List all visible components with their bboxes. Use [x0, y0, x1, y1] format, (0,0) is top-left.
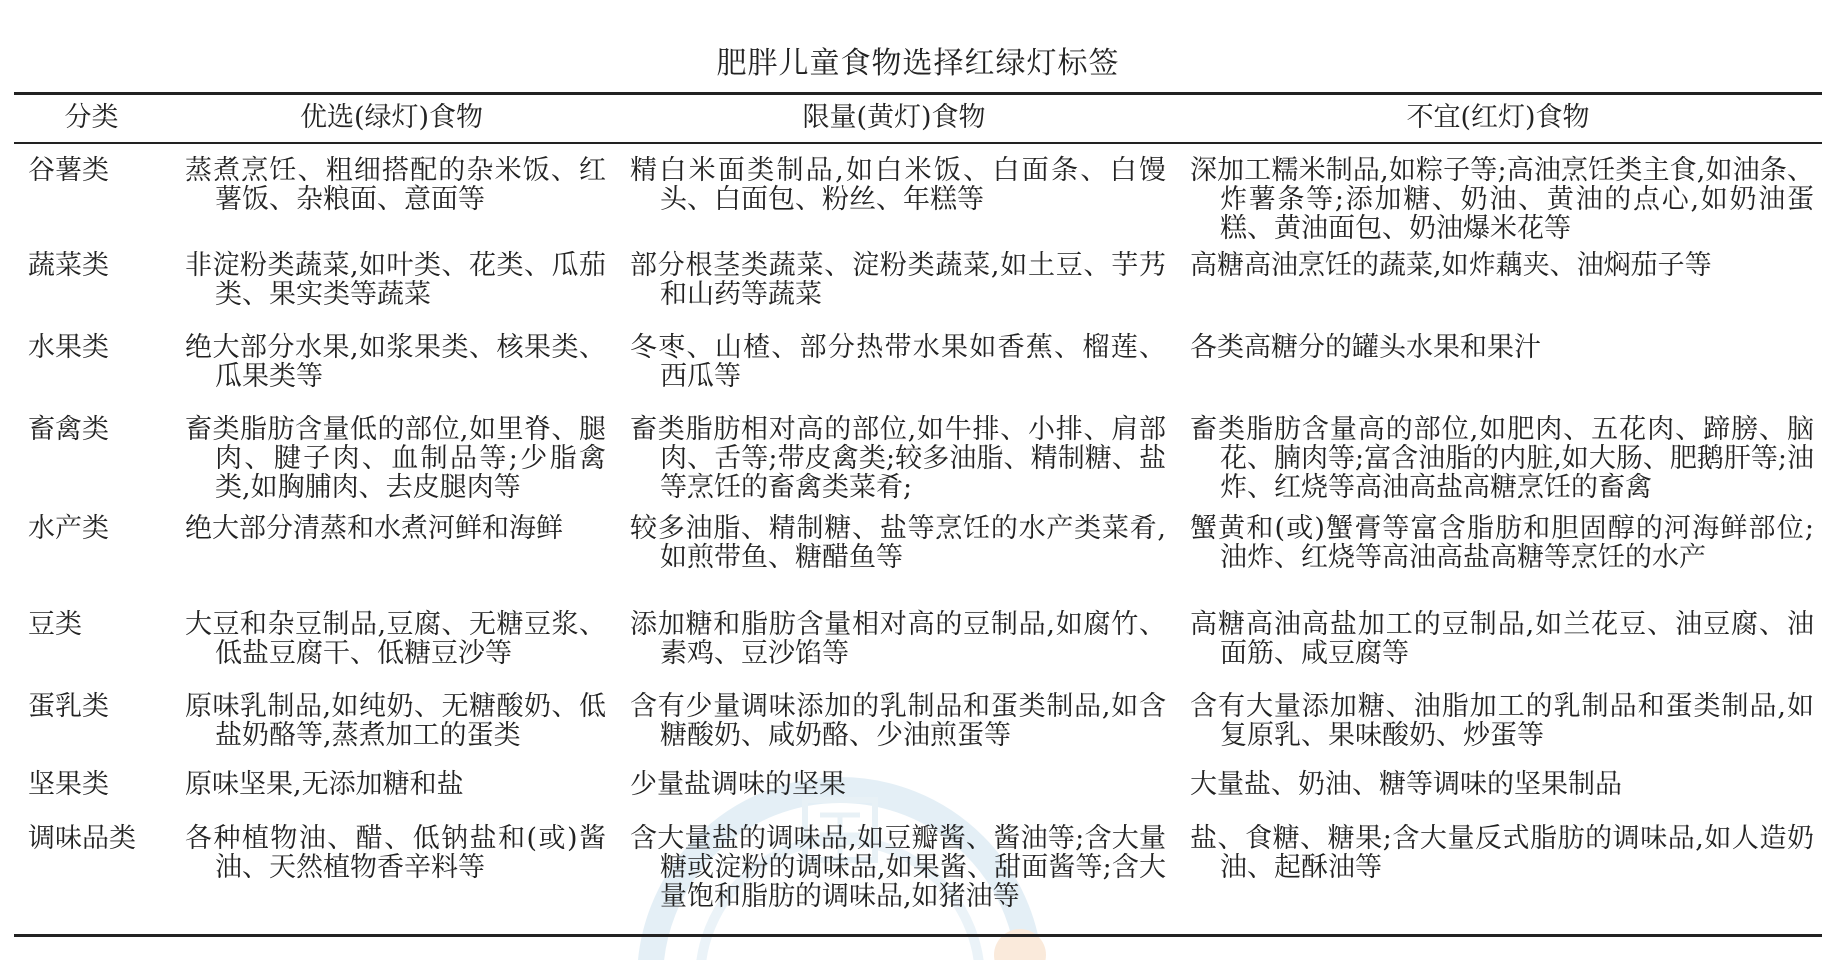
category-cell: 水产类	[28, 513, 109, 544]
category-cell: 蛋乳类	[28, 691, 109, 722]
table-row	[14, 142, 1822, 243]
green-cell	[169, 243, 614, 323]
green-cell	[169, 323, 614, 405]
category-cell: 调味品类	[28, 823, 136, 854]
green-cell	[169, 680, 614, 762]
yellow-cell	[614, 812, 1174, 914]
green-text: 绝大部分水果,如浆果类、核果类、瓜果类等	[185, 332, 606, 392]
green-cell	[169, 405, 614, 502]
green-text: 原味坚果,无添加糖和盐	[185, 769, 464, 800]
category-cell: 畜禽类	[28, 414, 109, 445]
table-row	[14, 812, 1822, 914]
red-text: 高糖高油烹饪的蔬菜,如炸藕夹、油焖茄子等	[1190, 250, 1712, 281]
green-cell	[169, 502, 614, 598]
green-text: 原味乳制品,如纯奶、无糖酸奶、低盐奶酪等,蒸煮加工的蛋类	[185, 691, 606, 751]
table-bottom-rule	[14, 934, 1822, 937]
green-text: 大豆和杂豆制品,豆腐、无糖豆浆、低盐豆腐干、低糖豆沙等	[185, 609, 606, 669]
header-red: 不宜(红灯)食物	[1406, 102, 1590, 133]
red-text: 盐、食糖、糖果;含大量反式脂肪的调味品,如人造奶油、起酥油等	[1190, 823, 1814, 883]
green-text: 非淀粉类蔬菜,如叶类、花类、瓜茄类、果实类等蔬菜	[185, 250, 606, 310]
green-cell	[169, 598, 614, 680]
red-text: 高糖高油高盐加工的豆制品,如兰花豆、油豆腐、油面筋、咸豆腐等	[1190, 609, 1814, 669]
yellow-cell	[614, 142, 1174, 243]
yellow-cell	[614, 405, 1174, 502]
red-text: 深加工糯米制品,如粽子等;高油烹饪类主食,如油条、炸薯条等;添加糖、奶油、黄油的点心,如奶油蛋糕、黄油面包、奶油爆米花等	[1190, 155, 1814, 244]
green-text: 蒸煮烹饪、粗细搭配的杂米饭、红薯饭、杂粮面、意面等	[185, 155, 606, 215]
table-row	[14, 405, 1822, 502]
yellow-text: 部分根茎类蔬菜、淀粉类蔬菜,如土豆、芋艿和山药等蔬菜	[630, 250, 1166, 310]
yellow-text: 较多油脂、精制糖、盐等烹饪的水产类菜肴,如煎带鱼、糖醋鱼等	[630, 513, 1166, 573]
table-header-row	[14, 97, 1822, 142]
green-text: 畜类脂肪含量低的部位,如里脊、腿肉、腱子肉、血制品等;少脂禽类,如胸脯肉、去皮腿肉等	[185, 414, 606, 503]
red-text: 蟹黄和(或)蟹膏等富含脂肪和胆固醇的河海鲜部位;油炸、红烧等高油高盐高糖等烹饪的水产	[1190, 513, 1814, 573]
green-text: 各种植物油、醋、低钠盐和(或)酱油、天然植物香辛料等	[185, 823, 606, 883]
category-cell: 坚果类	[28, 769, 109, 800]
table-row	[14, 323, 1822, 405]
red-cell	[1174, 598, 1822, 680]
red-cell	[1174, 502, 1822, 598]
green-cell	[169, 812, 614, 914]
category-cell: 蔬菜类	[28, 250, 109, 281]
red-cell	[1174, 680, 1822, 762]
table-row	[14, 762, 1822, 812]
yellow-cell	[614, 323, 1174, 405]
green-cell	[169, 142, 614, 243]
table-row	[14, 598, 1822, 680]
green-cell	[169, 762, 614, 812]
red-cell	[1174, 243, 1822, 323]
yellow-cell	[614, 762, 1174, 812]
table-row	[14, 243, 1822, 323]
red-cell	[1174, 762, 1822, 812]
yellow-text: 精白米面类制品,如白米饭、白面条、白馒头、白面包、粉丝、年糕等	[630, 155, 1166, 215]
header-yellow: 限量(黄灯)食物	[802, 102, 986, 133]
table-row	[14, 680, 1822, 762]
table-top-rule	[14, 92, 1822, 95]
yellow-cell	[614, 680, 1174, 762]
red-text: 各类高糖分的罐头水果和果汁	[1190, 332, 1541, 363]
yellow-text: 少量盐调味的坚果	[630, 769, 846, 800]
yellow-text: 畜类脂肪相对高的部位,如牛排、小排、肩部肉、舌等;带皮禽类;较多油脂、精制糖、盐等烹饪的畜禽类菜肴;	[630, 414, 1166, 503]
green-text: 绝大部分清蒸和水煮河鲜和海鲜	[185, 513, 563, 544]
yellow-text: 冬枣、山楂、部分热带水果如香蕉、榴莲、西瓜等	[630, 332, 1166, 392]
category-cell: 水果类	[28, 332, 109, 363]
red-cell	[1174, 323, 1822, 405]
yellow-text: 含有少量调味添加的乳制品和蛋类制品,如含糖酸奶、咸奶酪、少油煎蛋等	[630, 691, 1166, 751]
red-text: 大量盐、奶油、糖等调味的坚果制品	[1190, 769, 1622, 800]
red-text: 畜类脂肪含量高的部位,如肥肉、五花肉、蹄膀、脑花、腩肉等;富含油脂的内脏,如大肠、肥鹅肝等;油炸、红烧等高油高盐高糖烹饪的畜禽	[1190, 414, 1814, 503]
table-title: 肥胖儿童食物选择红绿灯标签	[716, 46, 1120, 81]
yellow-text: 含大量盐的调味品,如豆瓣酱、酱油等;含大量糖或淀粉的调味品,如果酱、甜面酱等;含大量饱和脂肪的调味品,如猪油等	[630, 823, 1166, 912]
category-cell: 豆类	[28, 609, 82, 640]
food-traffic-light-table	[14, 97, 1822, 914]
table-row	[14, 502, 1822, 598]
yellow-cell	[614, 598, 1174, 680]
category-cell: 谷薯类	[28, 155, 109, 186]
yellow-cell	[614, 502, 1174, 598]
red-cell	[1174, 405, 1822, 502]
yellow-text: 添加糖和脂肪含量相对高的豆制品,如腐竹、素鸡、豆沙馅等	[630, 609, 1166, 669]
red-cell	[1174, 812, 1822, 914]
red-text: 含有大量添加糖、油脂加工的乳制品和蛋类制品,如复原乳、果味酸奶、炒蛋等	[1190, 691, 1814, 751]
header-category: 分类	[64, 102, 119, 133]
header-green: 优选(绿灯)食物	[299, 102, 484, 133]
red-cell	[1174, 142, 1822, 243]
yellow-cell	[614, 243, 1174, 323]
